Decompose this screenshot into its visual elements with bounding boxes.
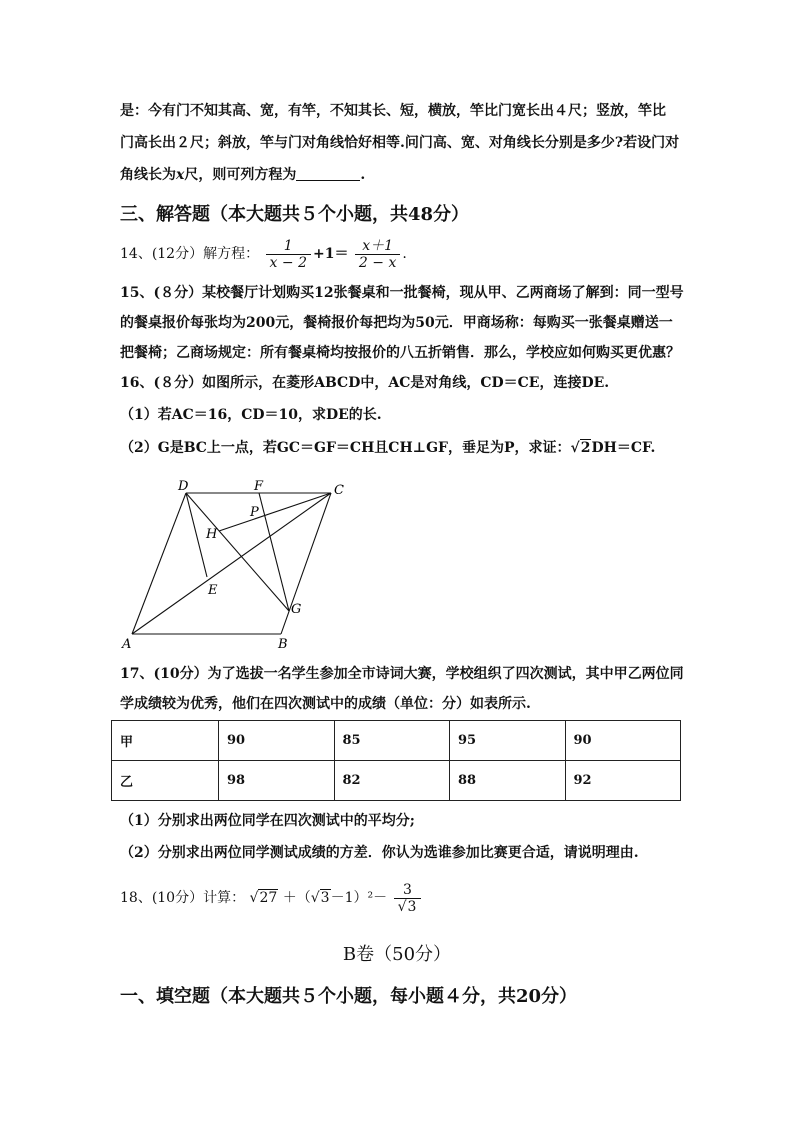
segment-hc bbox=[219, 493, 331, 531]
p14-fraction-1 bbox=[266, 238, 311, 271]
problem-18 bbox=[120, 876, 423, 920]
p14-middle: +1＝ bbox=[312, 246, 349, 262]
p17-line-1: 17、(10分）为了选拔一名学生参加全市诗词大赛，学校组织了四次测试，其中甲乙两位同 bbox=[120, 666, 684, 682]
p13-line-3-text-b: 尺，则可列方程为 bbox=[184, 167, 297, 183]
sqrt-3: √3 bbox=[310, 890, 330, 906]
p13-line-2: 门高长出２尺；斜放，竿与门对角线恰好相等.问门高、宽、对角线长分别是多少?若设门对 bbox=[120, 135, 680, 151]
p13-line-1: 是：今有门不知其高、宽，有竿，不知其长、短，横放，竿比门宽长出４尺；竖放，竿比 bbox=[120, 103, 666, 119]
label-e: E bbox=[208, 583, 218, 598]
p16-question-2-text-b: DH＝CF. bbox=[591, 440, 656, 456]
sqrt-2-radicand: 2 bbox=[580, 440, 591, 456]
table-cell: 88 bbox=[450, 761, 566, 801]
p15-line-2: 的餐桌报价每张均为200元，餐椅报价每把均为50元．甲商场称：每购买一张餐桌赠送一 bbox=[120, 315, 673, 331]
p17-line-2: 学成绩较为优秀，他们在四次测试中的成绩（单位：分）如表所示. bbox=[120, 696, 531, 712]
problem-14 bbox=[120, 234, 407, 274]
table-cell: 85 bbox=[334, 721, 450, 761]
section-b1-heading: 一、填空题（本大题共５个小题，每小题４分，共20分） bbox=[120, 986, 578, 1007]
sqrt-27: √27 bbox=[249, 890, 278, 906]
table-cell: 98 bbox=[219, 761, 335, 801]
p18-label: 18、(10分）计算： bbox=[120, 890, 246, 906]
p14-fraction-2-denominator: 2 − x bbox=[358, 254, 397, 271]
p14-fraction-1-numerator: 1 bbox=[266, 238, 311, 255]
table-cell: 90 bbox=[219, 721, 335, 761]
table-cell: 乙 bbox=[112, 761, 219, 801]
side-da bbox=[132, 493, 186, 634]
label-g: G bbox=[291, 602, 302, 617]
table-cell: 95 bbox=[450, 721, 566, 761]
p13-variable-x: x bbox=[176, 167, 185, 183]
p14-fraction-2-numerator: x＋1 bbox=[355, 238, 400, 255]
label-p: P bbox=[250, 505, 259, 520]
p13-line-3-end: . bbox=[360, 167, 366, 183]
sqrt-27-radicand: 27 bbox=[259, 890, 278, 906]
p14-fraction-2 bbox=[355, 238, 400, 271]
p14-end: . bbox=[402, 246, 407, 262]
label-h: H bbox=[206, 527, 218, 542]
table-cell: 92 bbox=[565, 761, 681, 801]
p17-question-1: （1）分别求出两位同学在四次测试中的平均分; bbox=[120, 813, 415, 829]
volume-b-heading: B卷（50分） bbox=[342, 944, 452, 965]
side-bc bbox=[281, 493, 331, 634]
sqrt-3-denominator-radicand: 3 bbox=[407, 898, 417, 915]
p16-line-1: 16、(８分）如图所示，在菱形ABCD中，AC是对角线，CD＝CE，连接DE. bbox=[120, 375, 610, 391]
sqrt-2: √2 bbox=[570, 440, 591, 456]
label-d: D bbox=[178, 479, 189, 494]
table-row bbox=[112, 721, 681, 761]
label-c: C bbox=[334, 483, 344, 498]
p16-question-2-text-a: （2）G是BC上一点，若GC＝GF＝CH且CH⊥GF，垂足为P，求证： bbox=[120, 440, 571, 456]
rhombus-figure bbox=[110, 474, 350, 654]
p18-middle: －1）²－ bbox=[330, 890, 388, 906]
section-3-heading: 三、解答题（本大题共５个小题，共48分） bbox=[120, 204, 470, 225]
table-cell: 90 bbox=[565, 721, 681, 761]
answer-blank[interactable] bbox=[296, 166, 360, 181]
p13-line-3 bbox=[120, 165, 365, 185]
p15-line-3: 把餐椅；乙商场规定：所有餐桌椅均按报价的八五折销售．那么，学校应如何购买更优惠？ bbox=[120, 345, 680, 361]
p14-label: 14、(12分）解方程： bbox=[120, 246, 260, 262]
p15-line-1: 15、(８分）某校餐厅计划购买12张餐桌和一批餐椅，现从甲、乙两商场了解到：同一型号 bbox=[120, 285, 684, 301]
table-cell: 甲 bbox=[112, 721, 219, 761]
p17-question-2: （2）分别求出两位同学测试成绩的方差．你认为选谁参加比赛更合适，请说明理由. bbox=[120, 845, 639, 861]
label-a: A bbox=[122, 637, 132, 652]
label-b: B bbox=[278, 637, 288, 652]
table-cell: 82 bbox=[334, 761, 450, 801]
p18-plus: ＋（ bbox=[282, 890, 311, 906]
p16-question-1: （1）若AC＝16，CD＝10，求DE的长. bbox=[120, 407, 382, 423]
p16-question-2 bbox=[120, 438, 655, 458]
p18-fraction-numerator: 3 bbox=[394, 882, 422, 899]
p18-fraction-denominator: √3 bbox=[397, 898, 417, 915]
p13-line-3-text-a: 角线长为 bbox=[120, 167, 176, 183]
label-f: F bbox=[254, 479, 264, 494]
p14-fraction-1-denominator: x − 2 bbox=[269, 254, 307, 271]
scores-table bbox=[111, 720, 681, 801]
p18-fraction bbox=[394, 882, 422, 915]
sqrt-3-radicand: 3 bbox=[320, 890, 330, 906]
table-row bbox=[112, 761, 681, 801]
